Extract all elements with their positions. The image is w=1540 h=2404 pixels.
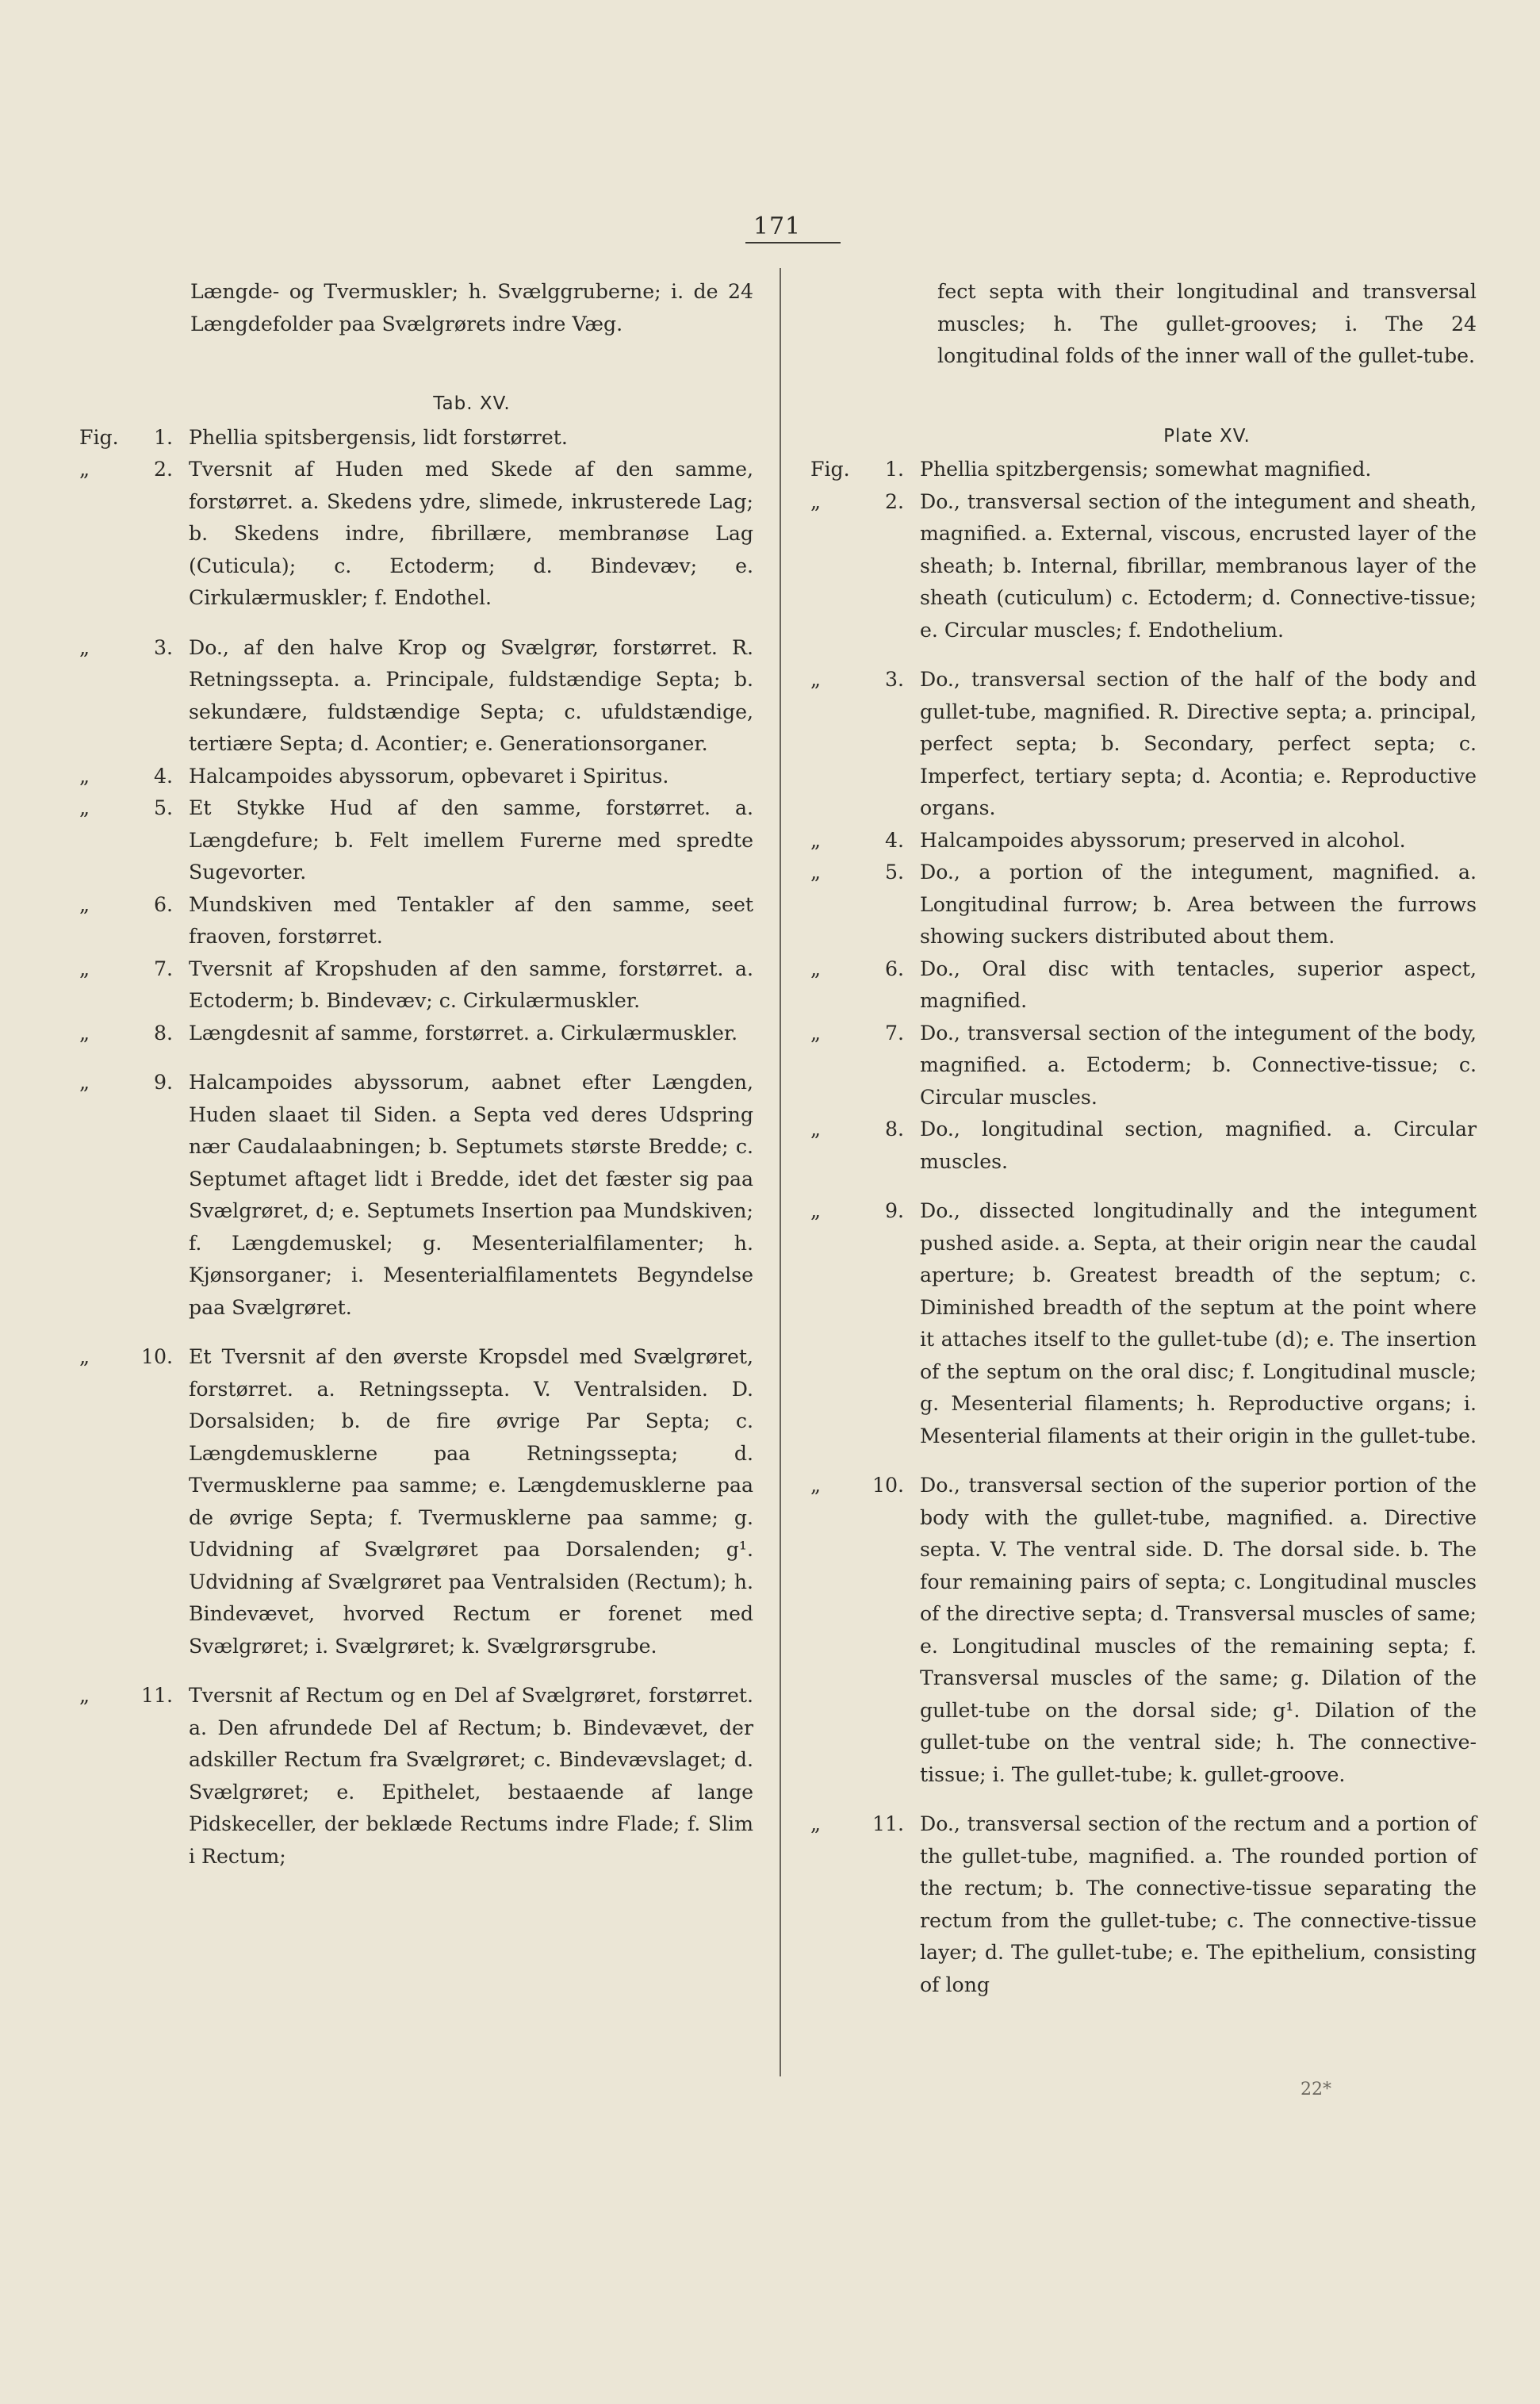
figure-label: „	[810, 1812, 822, 1835]
figure-number: 11.	[140, 1684, 173, 1707]
figure-caption: Længdesnit af samme, forstørret. a. Cirkulærmuskler.	[189, 1021, 738, 1045]
left-figure-entry	[79, 792, 753, 889]
figure-caption: Do., af den halve Krop og Svælgrør, forstørret. R. Retningssepta. a. Principale, fuldstændige Septa; b. sekundære, fuldstændige Septa; c. ufuldstændige, tertiære Septa; d. Acontier; e. Generationsorganer.	[189, 635, 753, 755]
figure-caption: Do., transversal section of the integument of the body, magnified. a. Ectoderm; b. Connective-tissue; c. Circular muscles.	[920, 1021, 1477, 1109]
right-figure-entry	[810, 1470, 1477, 1791]
left-figure-entry	[79, 1341, 753, 1662]
figure-caption: Et Tversnit af den øverste Kropsdel med Svælgrøret, forstørret. a. Retningssepta. V. Ventralsiden. D. Dorsalsiden; b. de fire øvrige Par Septa; c. Længdemusklerne paa Retningssepta; d. Tvermusklerne paa samme; e. Længdemusklerne paa de øvrige Septa; f. Tvermusklerne paa samme; g. Udvidning af Svælgrøret paa Dorsalenden; g¹. Udvidning af Svælgrøret paa Ventralsiden (Rectum); h. Bindevævet, hvorved Rectum er forenet med Svælgrøret; i. Svælgrøret; k. Svælgrørsgrube.	[189, 1345, 753, 1658]
left-figure-entry	[79, 1018, 753, 1050]
figure-number: 7.	[153, 957, 173, 980]
right-figure-list	[810, 454, 1477, 2001]
figure-number: 9.	[884, 1199, 904, 1222]
figure-caption: Do., longitudinal section, magnified. a. Circular muscles.	[920, 1118, 1477, 1173]
left-figure-list	[79, 422, 753, 1873]
figure-label: „	[79, 1021, 90, 1045]
figure-label: „	[79, 1684, 90, 1707]
figure-label: „	[810, 861, 822, 884]
figure-caption: Tversnit af Rectum og en Del af Svælgrøret, forstørret. a. Den afrundede Del af Rectum; b. Bindevævet, der adskiller Rectum fra Svælgrøret; c. Bindevævslaget; d. Svælgrøret; e. Epithelet, bestaaende af lange Pidskeceller, der beklæde Rectums indre Flade; f. Slim i Rectum;	[189, 1684, 753, 1868]
figure-caption: Tversnit af Huden med Skede af den samme, forstørret. a. Skedens ydre, slimede, inkrusterede Lag; b. Skedens indre, fibrillære, membranøse Lag (Cuticula); c. Ectoderm; d. Bindevæv; e. Cirkulærmuskler; f. Endothel.	[189, 458, 753, 609]
right-figure-entry	[810, 825, 1477, 857]
figure-number: 5.	[153, 796, 173, 819]
figure-label: „	[810, 668, 822, 691]
figure-label: „	[810, 957, 822, 980]
figure-caption: Halcampoides abyssorum, opbevaret i Spiritus.	[189, 764, 669, 788]
figure-number: 7.	[884, 1021, 904, 1045]
figure-number: 2.	[884, 489, 904, 513]
figure-label: „	[79, 458, 90, 481]
right-figure-entry	[810, 1018, 1477, 1114]
left-plate-heading: Tab. XV.	[433, 393, 511, 414]
right-plate-heading: Plate XV.	[1163, 425, 1251, 447]
figure-caption: Tversnit af Kropshuden af den samme, forstørret. a. Ectoderm; b. Bindevæv; c. Cirkulærmuskler.	[189, 957, 753, 1012]
right-intro: fect septa with their longitudinal and transversal muscles; h. The gullet-grooves; i. The 24 longitudinal folds of the inner wall of the gullet-tube.	[937, 280, 1477, 367]
figure-label: „	[79, 796, 90, 819]
left-figure-entry	[79, 953, 753, 1018]
left-intro: Længde- og Tvermuskler; h. Svælggruberne; i. de 24 Længdefolder paa Svælgrørets indre Væg.	[190, 280, 753, 335]
left-figure-entry	[79, 889, 753, 953]
figure-caption: Do., a portion of the integument, magnified. a. Longitudinal furrow; b. Area between the furrows showing suckers distributed about them.	[920, 861, 1477, 948]
left-figure-entry	[79, 1680, 753, 1873]
figure-number: 1.	[884, 458, 904, 481]
figure-label: „	[810, 1021, 822, 1045]
page-number: 171	[753, 213, 802, 240]
figure-number: 3.	[884, 668, 904, 691]
english-column	[810, 276, 1477, 2001]
figure-number: 6.	[153, 892, 173, 916]
figure-number: 9.	[153, 1071, 173, 1094]
figure-label: Fig.	[79, 425, 119, 449]
figure-number: 11.	[872, 1812, 904, 1835]
figure-label: „	[79, 635, 90, 659]
left-figure-entry	[79, 454, 753, 615]
figure-label: „	[79, 1071, 90, 1094]
figure-label: „	[810, 489, 822, 513]
right-figure-entry	[810, 664, 1477, 825]
figure-label: „	[79, 892, 90, 916]
column-divider	[780, 268, 781, 2076]
left-figure-entry	[79, 632, 753, 761]
figure-label: „	[810, 828, 822, 852]
figure-caption: Halcampoides abyssorum, aabnet efter Længden, Huden slaaet til Siden. a Septa ved deres Udspring nær Caudalaabningen; b. Septumets største Bredde; c. Septumet aftaget lidt i Bredde, idet det fæster sig paa Svælgrøret, d; e. Septumets Insertion paa Mundskiven; f. Længdemuskel; g. Mesenterialfilamenter; h. Kjønsorganer; i. Mesenterialfilamentets Begyndelse paa Svælgrøret.	[189, 1071, 753, 1319]
right-figure-entry	[810, 1808, 1477, 2001]
figure-number: 4.	[884, 828, 904, 852]
figure-number: 10.	[140, 1345, 173, 1368]
left-figure-entry	[79, 1067, 753, 1324]
signature-mark: 22*	[1301, 2080, 1331, 2099]
figure-caption: Do., transversal section of the integument and sheath, magnified. a. External, viscous, encrusted layer of the sheath; b. Internal, fibrillar, membranous layer of the sheath (cuticulum) c. Ectoderm; d. Connective-tissue; e. Circular muscles; f. Endothelium.	[920, 489, 1477, 642]
figure-caption: Do., transversal section of the half of the body and gullet-tube, magnified. R. Directive septa; a. principal, perfect septa; b. Secondary, perfect septa; c. Imperfect, tertiary septa; d. Acontia; e. Reproductive organs.	[920, 668, 1477, 819]
figure-number: 8.	[884, 1118, 904, 1141]
right-figure-entry	[810, 1114, 1477, 1178]
figure-number: 10.	[872, 1474, 904, 1497]
right-figure-entry	[810, 1195, 1477, 1452]
page-number-rule	[745, 242, 841, 243]
right-figure-entry	[810, 454, 1477, 486]
figure-label: „	[810, 1118, 822, 1141]
right-figure-entry	[810, 953, 1477, 1018]
figure-caption: Do., dissected longitudinally and the integument pushed aside. a. Septa, at their origin near the caudal aperture; b. Greatest breadth of the septum; c. Diminished breadth of the septum at the point where it attaches itself to the gullet-tube (d); e. The insertion of the septum on the oral disc; f. Longitudinal muscle; g. Mesenterial filaments; h. Reproductive organs; i. Mesenterial filaments at their origin in the gullet-tube.	[920, 1199, 1477, 1447]
figure-number: 5.	[884, 861, 904, 884]
figure-label: „	[79, 957, 90, 980]
figure-caption: Halcampoides abyssorum; preserved in alcohol.	[920, 828, 1406, 852]
figure-number: 6.	[884, 957, 904, 980]
figure-label: „	[79, 1345, 90, 1368]
right-figure-entry	[810, 857, 1477, 953]
figure-number: 8.	[153, 1021, 173, 1045]
figure-caption: Mundskiven med Tentakler af den samme, seet fraoven, forstørret.	[189, 892, 753, 948]
figure-caption: Do., transversal section of the superior portion of the body with the gullet-tube, magnified. a. Directive septa. V. The ventral side. D. The dorsal side. b. The four remaining pairs of septa; c. Longitudinal muscles of the directive septa; d. Transversal muscles of same; e. Longitudinal muscles of the remaining septa; f. Transversal muscles of the same; g. Dilation of the gullet-tube on the dorsal side; g¹. Dilation of the gullet-tube on the ventral side; h. The connective-tissue; i. The gullet-tube; k. gullet-groove.	[920, 1474, 1477, 1786]
figure-caption: Do., transversal section of the rectum and a portion of the gullet-tube, magnified. a. The rounded portion of the rectum; b. The connective-tissue separating the rectum from the gullet-tube; c. The connective-tissue layer; d. The gullet-tube; e. The epithelium, consisting of long	[920, 1812, 1477, 1996]
left-figure-entry	[79, 422, 753, 454]
figure-number: 3.	[153, 635, 173, 659]
figure-label: „	[79, 764, 90, 788]
figure-label: „	[810, 1474, 822, 1497]
right-figure-entry	[810, 486, 1477, 647]
figure-number: 4.	[153, 764, 173, 788]
figure-caption: Phellia spitzbergensis; somewhat magnified.	[920, 458, 1372, 481]
figure-number: 2.	[153, 458, 173, 481]
figure-caption: Do., Oral disc with tentacles, superior aspect, magnified.	[920, 957, 1477, 1012]
figure-number: 1.	[153, 425, 173, 449]
left-figure-entry	[79, 761, 753, 793]
figure-caption: Et Stykke Hud af den samme, forstørret. a. Længdefure; b. Felt imellem Furerne med spredte Sugevorter.	[189, 796, 753, 884]
danish-column	[79, 276, 753, 1873]
figure-label: Fig.	[810, 458, 850, 481]
figure-label: „	[810, 1199, 822, 1222]
figure-caption: Phellia spitsbergensis, lidt forstørret.	[189, 425, 568, 449]
